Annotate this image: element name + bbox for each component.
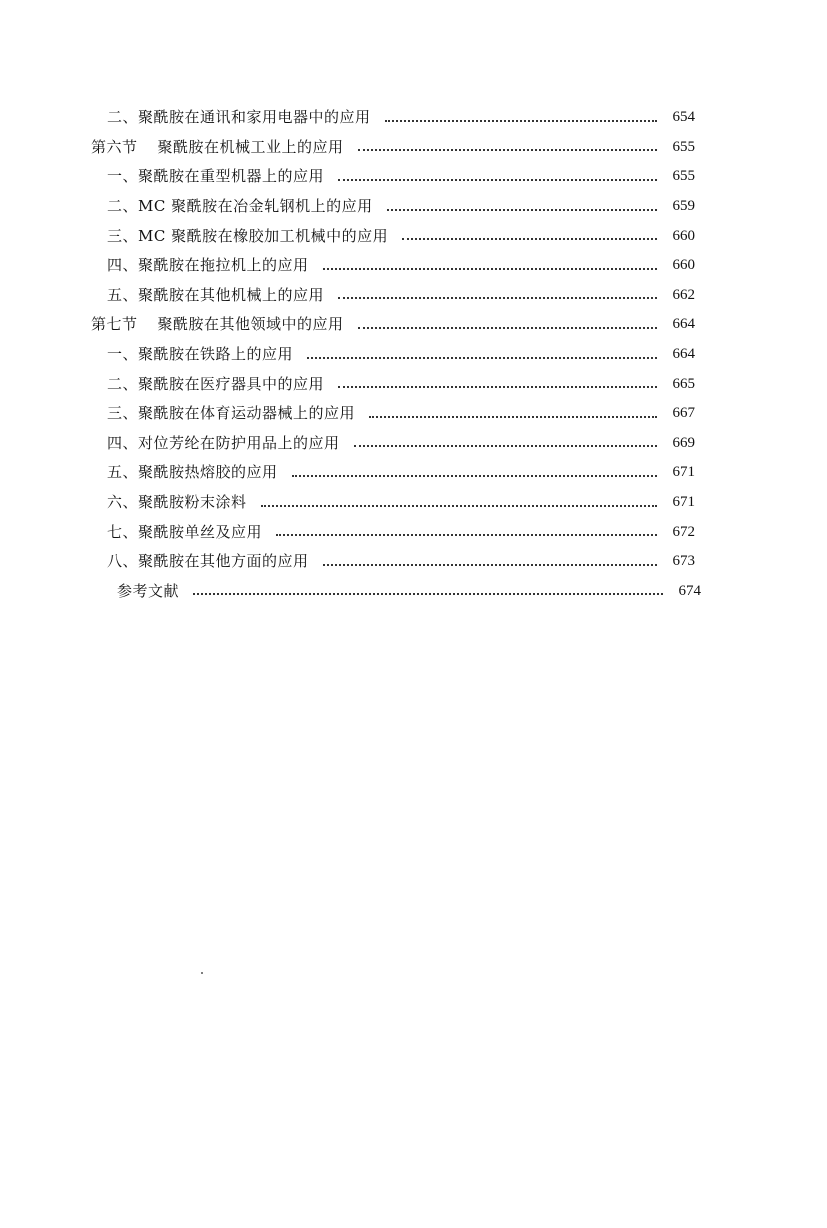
toc-entry-title: 一、聚酰胺在铁路上的应用 <box>107 345 294 364</box>
dot-leader <box>387 209 657 211</box>
toc-section-heading[interactable] <box>0 310 827 340</box>
toc-entry-page-number: 660 <box>672 257 695 274</box>
dot-leader <box>402 238 657 240</box>
toc-entry[interactable] <box>0 429 827 459</box>
toc-entry[interactable] <box>0 547 827 577</box>
toc-entry-title: 七、聚酰胺单丝及应用 <box>107 522 263 541</box>
toc-entry-page-number: 667 <box>672 405 695 422</box>
table-of-contents <box>0 103 827 606</box>
section-title: 聚酰胺在机械工业上的应用 <box>157 137 344 156</box>
toc-entry-page-number: 654 <box>672 109 695 126</box>
toc-entry[interactable] <box>0 399 827 429</box>
dot-leader <box>358 149 657 151</box>
toc-entry-title: 八、聚酰胺在其他方面的应用 <box>107 552 309 571</box>
toc-entry-title: 五、聚酰胺在其他机械上的应用 <box>107 285 325 304</box>
toc-entry-page-number: 673 <box>672 553 695 570</box>
toc-entry-page-number: 660 <box>672 227 695 244</box>
toc-entry[interactable] <box>0 517 827 547</box>
toc-entry[interactable] <box>0 192 827 222</box>
toc-entry-page-number: 655 <box>672 168 695 185</box>
toc-entry-page-number: 671 <box>672 464 695 481</box>
section-title: 聚酰胺在其他领域中的应用 <box>157 315 344 334</box>
toc-entry[interactable] <box>0 251 827 281</box>
toc-entry-page-number: 655 <box>672 138 695 155</box>
dot-leader <box>276 534 657 536</box>
dot-leader <box>292 475 657 477</box>
dot-leader <box>385 120 657 122</box>
scan-speck <box>201 972 203 974</box>
dot-leader <box>323 268 657 270</box>
dot-leader <box>323 564 657 566</box>
toc-entry-title: 二、聚酰胺在通讯和家用电器中的应用 <box>107 108 371 127</box>
section-number: 第六节 <box>91 137 138 156</box>
toc-entry[interactable] <box>0 221 827 251</box>
dot-leader <box>261 505 657 507</box>
toc-entry-page-number: 671 <box>672 494 695 511</box>
toc-references-entry[interactable] <box>0 577 827 607</box>
dot-leader <box>338 386 657 388</box>
toc-entry-title: 五、聚酰胺热熔胶的应用 <box>107 463 278 482</box>
toc-entry-title <box>91 317 344 332</box>
toc-entry-title: 六、聚酰胺粉末涂料 <box>107 493 247 512</box>
toc-entry[interactable] <box>0 458 827 488</box>
toc-entry-title <box>91 137 344 156</box>
toc-entry-page-number: 672 <box>672 523 695 540</box>
toc-section-heading[interactable] <box>0 133 827 163</box>
toc-entry-page-number: 659 <box>672 198 695 215</box>
toc-entry-title: 一、聚酰胺在重型机器上的应用 <box>107 167 325 186</box>
toc-entry-title: 四、对位芳纶在防护用品上的应用 <box>107 433 340 452</box>
toc-entry-page-number: 665 <box>672 375 695 392</box>
toc-entry-title: 四、聚酰胺在拖拉机上的应用 <box>107 256 309 275</box>
toc-entry-title: 三、MC 聚酰胺在橡胶加工机械中的应用 <box>107 226 389 245</box>
toc-entry-page-number: 674 <box>678 582 701 599</box>
dot-leader <box>358 327 657 329</box>
toc-entry[interactable] <box>0 103 827 133</box>
dot-leader <box>354 445 657 447</box>
dot-leader <box>369 416 657 418</box>
dot-leader <box>307 357 657 359</box>
toc-entry-page-number: 664 <box>672 316 695 333</box>
toc-entry-page-number: 662 <box>672 286 695 303</box>
toc-entry-title: 三、聚酰胺在体育运动器械上的应用 <box>107 404 356 423</box>
toc-entry[interactable] <box>0 281 827 311</box>
toc-entry-page-number: 669 <box>672 434 695 451</box>
section-number: 第七节 <box>91 315 138 334</box>
toc-entry-page-number: 664 <box>672 346 695 363</box>
toc-entry[interactable] <box>0 340 827 370</box>
dot-leader <box>338 297 657 299</box>
toc-entry-title: 参考文献 <box>117 581 180 600</box>
dot-leader <box>193 593 663 595</box>
toc-entry[interactable] <box>0 369 827 399</box>
toc-entry-title: 二、聚酰胺在医疗器具中的应用 <box>107 374 325 393</box>
toc-entry-title: 二、MC 聚酰胺在冶金轧钢机上的应用 <box>107 197 373 216</box>
dot-leader <box>338 179 657 181</box>
toc-entry[interactable] <box>0 162 827 192</box>
toc-entry[interactable] <box>0 488 827 518</box>
